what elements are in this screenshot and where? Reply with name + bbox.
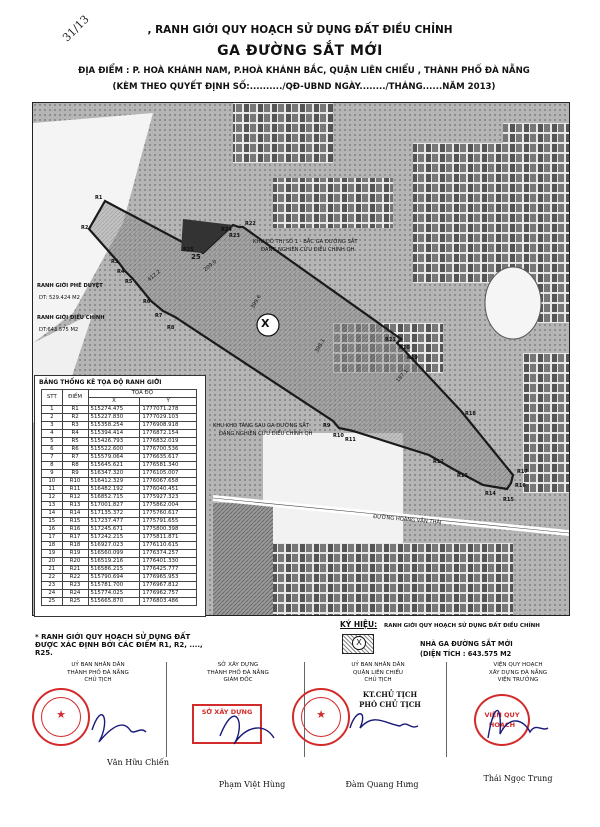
signer-name-4: Thái Ngọc Trung xyxy=(483,774,553,783)
point-label-r9: R9 xyxy=(323,423,331,429)
cell-y: 1776581.340 xyxy=(140,462,197,470)
boundary-adjusted-area: DT:643.575 M2 xyxy=(39,327,79,333)
area-note-2b: ĐANG NGHIÊN CỨU ĐIỀU CHỈNH QH xyxy=(219,431,313,437)
cell-point: R12 xyxy=(62,494,88,502)
point-label-r1: R1 xyxy=(95,195,103,201)
cell-x: 515358.254 xyxy=(88,422,140,430)
point-label-r7: R7 xyxy=(155,313,163,319)
cell-x: 517135.372 xyxy=(88,510,140,518)
cell-y: 1775811.871 xyxy=(140,534,197,542)
boundary-approved-label: RANH GIỚI PHÊ DUYỆT xyxy=(37,283,103,289)
parcel-number: 25 xyxy=(191,253,201,261)
cell-x: 515426.793 xyxy=(88,438,140,446)
cell-x: 515522.600 xyxy=(88,446,140,454)
point-label-r12: R12 xyxy=(433,459,444,465)
map-block-top-2 xyxy=(273,178,393,228)
cell-x: 516482.192 xyxy=(88,486,140,494)
cell-y: 1776967.812 xyxy=(140,582,197,590)
map-block-top xyxy=(233,103,333,163)
boundary-note: * RANH GIỚI QUY HOẠCH SỬ DỤNG ĐẤT ĐƯỢC XÁC ĐỊNH BỞI CÁC ĐIỂM R1, R2, ...., R25. xyxy=(35,633,203,657)
header-title-2: GA ĐƯỜNG SẮT MỚI xyxy=(217,43,383,59)
table-row xyxy=(42,598,197,606)
point-label-r5: R5 xyxy=(125,279,133,285)
table-row xyxy=(42,542,197,550)
sig-org-1: SỞ XÂY DỰNG xyxy=(217,662,259,668)
table-row xyxy=(42,558,197,566)
cell-stt: 2 xyxy=(42,414,63,422)
cell-x: 517001.827 xyxy=(88,502,140,510)
cell-point: R13 xyxy=(62,502,88,510)
point-label-r20: R20 xyxy=(399,345,410,351)
cell-y: 1776401.330 xyxy=(140,558,197,566)
cell-stt: 11 xyxy=(42,486,63,494)
table-row xyxy=(42,462,197,470)
cell-x: 516586.215 xyxy=(88,566,140,574)
table-row xyxy=(42,430,197,438)
cell-y: 1776908.918 xyxy=(140,422,197,430)
point-label-r19: R19 xyxy=(407,355,418,361)
cell-y: 1777029.103 xyxy=(140,414,197,422)
table-title: BẢNG THỐNG KÊ TỌA ĐỘ RANH GIỚI xyxy=(39,379,162,386)
cell-point: R23 xyxy=(62,582,88,590)
cell-x: 515645.621 xyxy=(88,462,140,470)
cell-stt: 23 xyxy=(42,582,63,590)
map-block-right-3 xyxy=(523,353,569,493)
cell-y: 1776872.154 xyxy=(140,430,197,438)
vice-chairman: PHÓ CHỦ TỊCH xyxy=(359,700,421,709)
table-row xyxy=(42,494,197,502)
point-label-r13: R13 xyxy=(457,473,468,479)
signer-name-1: Văn Hữu Chiến xyxy=(107,758,169,767)
sig-org-1: UỶ BAN NHÂN DÂN xyxy=(71,662,125,668)
table-row xyxy=(42,582,197,590)
cell-stt: 17 xyxy=(42,534,63,542)
table-row xyxy=(42,534,197,542)
map-pond xyxy=(485,267,541,339)
cell-y: 1776965.953 xyxy=(140,574,197,582)
sig-org-2: QUẬN LIÊN CHIỂU xyxy=(353,669,403,676)
square-stamp: SỞ XÂY DỰNG xyxy=(192,704,262,744)
map-warehouse-area xyxy=(263,433,403,543)
handwritten-signatures xyxy=(0,690,600,760)
cell-point: R22 xyxy=(62,574,88,582)
cell-y: 1776040.451 xyxy=(140,486,197,494)
table-row xyxy=(42,478,197,486)
cell-point: R25 xyxy=(62,598,88,606)
point-label-r17: R17 xyxy=(517,469,528,475)
cell-stt: 9 xyxy=(42,470,63,478)
header-location: ĐỊA ĐIỂM : P. HOÀ KHÁNH NAM, P.HOÀ KHÁNH BẮC, QUẬN LIÊN CHIỂU , THÀNH PHỐ ĐÀ NẴNG xyxy=(78,66,530,76)
point-label-r23: R23 xyxy=(229,233,240,239)
map-block-bottom xyxy=(273,543,513,615)
cell-x: 515227.830 xyxy=(88,414,140,422)
cell-y: 1776635.617 xyxy=(140,454,197,462)
cell-stt: 10 xyxy=(42,478,63,486)
handwritten-corner-note: 31/13 xyxy=(60,12,92,45)
cell-stt: 21 xyxy=(42,566,63,574)
cell-point: R20 xyxy=(62,558,88,566)
point-label-r16: R16 xyxy=(515,483,526,489)
cell-x: 516347.320 xyxy=(88,470,140,478)
cell-x: 515665.870 xyxy=(88,598,140,606)
table-row xyxy=(42,518,197,526)
cell-point: R24 xyxy=(62,590,88,598)
cell-point: R19 xyxy=(62,550,88,558)
cell-stt: 5 xyxy=(42,438,63,446)
cell-y: 1776832.019 xyxy=(140,438,197,446)
cell-x: 516927.023 xyxy=(88,542,140,550)
cell-stt: 16 xyxy=(42,526,63,534)
point-label-r6: R6 xyxy=(143,299,151,305)
cell-point: R2 xyxy=(62,414,88,422)
cell-stt: 15 xyxy=(42,518,63,526)
signature-ink xyxy=(220,716,274,744)
cell-y: 1775927.323 xyxy=(140,494,197,502)
point-label-r8: R8 xyxy=(167,325,175,331)
cell-point: R3 xyxy=(62,422,88,430)
cell-point: R21 xyxy=(62,566,88,574)
cell-point: R16 xyxy=(62,526,88,534)
header-decision: (KÈM THEO QUYẾT ĐỊNH SỐ:........../QĐ-UBND NGÀY......../THÁNG......NĂM 2013) xyxy=(112,82,496,92)
legend-item-label: RANH GIỚI QUY HOẠCH SỬ DỤNG ĐẤT ĐIỀU CHỈNH xyxy=(384,623,540,629)
point-label-r15: R15 xyxy=(503,497,514,503)
point-label-r10: R10 xyxy=(333,433,344,439)
point-label-r24: R24 xyxy=(221,227,232,233)
red-seal-stamp: ★ xyxy=(32,688,90,746)
cell-point: R9 xyxy=(62,470,88,478)
cell-stt: 13 xyxy=(42,502,63,510)
red-seal-stamp: ★ xyxy=(292,688,350,746)
cell-point: R15 xyxy=(62,518,88,526)
cell-x: 516412.329 xyxy=(88,478,140,486)
cell-y: 1776425.777 xyxy=(140,566,197,574)
point-label-r22: R22 xyxy=(245,221,256,227)
signer-name-2: Phạm Việt Hùng xyxy=(218,780,286,789)
table-row xyxy=(42,550,197,558)
sig-role: CHỦ TỊCH xyxy=(364,677,392,684)
legend-x-icon: X xyxy=(352,636,366,650)
signature-ink xyxy=(350,714,418,728)
table-row xyxy=(42,526,197,534)
table-row xyxy=(42,574,197,582)
cell-point: R4 xyxy=(62,430,88,438)
signature-block-district xyxy=(316,662,440,685)
col-toado: TỌA ĐỘ xyxy=(88,390,196,398)
map-block-right xyxy=(413,143,503,283)
cell-x: 517245.671 xyxy=(88,526,140,534)
kt-chairman: KT.CHỦ TỊCH xyxy=(362,690,418,699)
cell-stt: 20 xyxy=(42,558,63,566)
point-label-r21: R21 xyxy=(385,337,396,343)
col-x: X xyxy=(88,398,140,406)
table-row xyxy=(42,566,197,574)
cell-x: 515579.064 xyxy=(88,454,140,462)
cell-point: R7 xyxy=(62,454,88,462)
legend-title: KÝ HIỆU: xyxy=(340,620,378,629)
round-stamp: VIỆN QUY HOẠCH xyxy=(474,694,530,746)
cell-x: 517242.215 xyxy=(88,534,140,542)
cell-stt: 19 xyxy=(42,550,63,558)
signature-ink xyxy=(92,715,146,742)
cell-stt: 18 xyxy=(42,542,63,550)
sig-org-2: THÀNH PHỐ ĐÀ NẴNG xyxy=(207,669,269,676)
cell-point: R6 xyxy=(62,446,88,454)
table-row xyxy=(42,414,197,422)
dim-label-5: 209.0 xyxy=(202,258,219,274)
cell-x: 515781.700 xyxy=(88,582,140,590)
boundary-approved-area: DT: 529.424 M2 xyxy=(39,295,80,301)
sig-role: GIÁM ĐỐC xyxy=(223,677,253,684)
cell-stt: 1 xyxy=(42,406,63,414)
cell-x: 516519.216 xyxy=(88,558,140,566)
cell-point: R11 xyxy=(62,486,88,494)
signature-block-institute xyxy=(456,662,580,685)
coordinate-table xyxy=(41,389,197,606)
table-row xyxy=(42,590,197,598)
signer-name-3: Đàm Quang Hưng xyxy=(345,780,419,789)
cell-point: R18 xyxy=(62,542,88,550)
coordinate-table-body xyxy=(42,406,197,606)
cell-y: 1776700.536 xyxy=(140,446,197,454)
signature-block-city xyxy=(36,662,160,685)
cell-stt: 25 xyxy=(42,598,63,606)
header-title-1: , RANH GIỚI QUY HOẠCH SỬ DỤNG ĐẤT ĐIỀU CHỈNH xyxy=(147,24,453,36)
cell-y: 1776374.257 xyxy=(140,550,197,558)
legend-station-area: (DIỆN TÍCH : 643.575 M2 xyxy=(420,650,512,658)
cell-x: 516852.715 xyxy=(88,494,140,502)
point-label-r4: R4 xyxy=(117,269,125,275)
cell-y: 1775862.004 xyxy=(140,502,197,510)
table-row xyxy=(42,486,197,494)
cell-x: 516560.099 xyxy=(88,550,140,558)
cell-y: 1776110.615 xyxy=(140,542,197,550)
cell-y: 1775791.655 xyxy=(140,518,197,526)
boundary-adjusted-label: RANH GIỚI ĐIỀU CHỈNH xyxy=(37,315,105,321)
dim-label-3: 398.1 xyxy=(314,338,327,354)
cell-y: 1775760.617 xyxy=(140,510,197,518)
cell-point: R1 xyxy=(62,406,88,414)
cell-stt: 22 xyxy=(42,574,63,582)
point-label-r3: R3 xyxy=(111,259,119,265)
area-note-2: KHU KHO TÀNG SAU GA ĐƯỜNG SẮT xyxy=(213,423,310,429)
cell-point: R10 xyxy=(62,478,88,486)
cell-point: R8 xyxy=(62,462,88,470)
cell-stt: 8 xyxy=(42,462,63,470)
table-row xyxy=(42,470,197,478)
table-row xyxy=(42,510,197,518)
table-row xyxy=(42,446,197,454)
legend-station-label: NHÀ GA ĐƯỜNG SẮT MỚI xyxy=(420,640,513,648)
signature-ink xyxy=(488,710,548,738)
cell-point: R17 xyxy=(62,534,88,542)
table-row xyxy=(42,502,197,510)
point-label-r18: R18 xyxy=(465,411,476,417)
cell-x: 517237.477 xyxy=(88,518,140,526)
table-row xyxy=(42,438,197,446)
sig-org-1: VIỆN QUY HOẠCH xyxy=(493,662,543,668)
sig-role: CHỦ TỊCH xyxy=(84,677,112,684)
cell-y: 1776105.007 xyxy=(140,470,197,478)
road-label: ĐƯỜNG HOÀNG VĂN THÁI xyxy=(372,514,442,526)
col-y: Y xyxy=(140,398,197,406)
cell-stt: 3 xyxy=(42,422,63,430)
dim-label-4: 187.1 xyxy=(395,368,410,384)
cell-x: 515774.025 xyxy=(88,590,140,598)
coordinate-table-panel xyxy=(34,375,206,617)
cell-y: 1776067.658 xyxy=(140,478,197,486)
cell-point: R14 xyxy=(62,510,88,518)
cell-stt: 14 xyxy=(42,510,63,518)
dim-label-1: 412.2 xyxy=(146,268,163,284)
cell-y: 1776803.486 xyxy=(140,598,197,606)
map-hatch-bottom xyxy=(213,503,273,615)
point-label-r2: R2 xyxy=(81,225,89,231)
center-mark: X xyxy=(261,317,270,330)
area-note-1b: ĐANG NGHIÊN CỨU ĐIỀU CHỈNH QH xyxy=(261,247,355,253)
col-diem: ĐIỂM xyxy=(62,390,88,406)
table-row xyxy=(42,406,197,414)
area-note-1: KHU ĐÔ THỊ SỐ 1 - BẮC GA ĐƯỜNG SẮT xyxy=(253,239,358,245)
col-stt: STT xyxy=(42,390,63,406)
cell-y: 1775800.398 xyxy=(140,526,197,534)
point-label-r11: R11 xyxy=(345,437,356,443)
cell-stt: 7 xyxy=(42,454,63,462)
cell-stt: 4 xyxy=(42,430,63,438)
cell-stt: 12 xyxy=(42,494,63,502)
point-label-r25: R25 xyxy=(183,247,194,253)
cell-point: R5 xyxy=(62,438,88,446)
signature-block-construction xyxy=(176,662,300,685)
sig-org-2: XÂY DỰNG ĐÀ NẴNG xyxy=(488,669,548,676)
dim-label-2: 399.6 xyxy=(250,294,263,310)
table-row xyxy=(42,422,197,430)
cell-stt: 6 xyxy=(42,446,63,454)
cell-y: 1777071.278 xyxy=(140,406,197,414)
cell-stt: 24 xyxy=(42,590,63,598)
cell-x: 515790.694 xyxy=(88,574,140,582)
cell-x: 515394.414 xyxy=(88,430,140,438)
sig-org-1: UỶ BAN NHÂN DÂN xyxy=(351,662,405,668)
cell-y: 1776962.757 xyxy=(140,590,197,598)
sig-role: VIỆN TRƯỞNG xyxy=(497,677,539,684)
cell-x: 515274.475 xyxy=(88,406,140,414)
point-label-r14: R14 xyxy=(485,491,496,497)
table-row xyxy=(42,454,197,462)
sig-org-2: THÀNH PHỐ ĐÀ NẴNG xyxy=(67,669,129,676)
